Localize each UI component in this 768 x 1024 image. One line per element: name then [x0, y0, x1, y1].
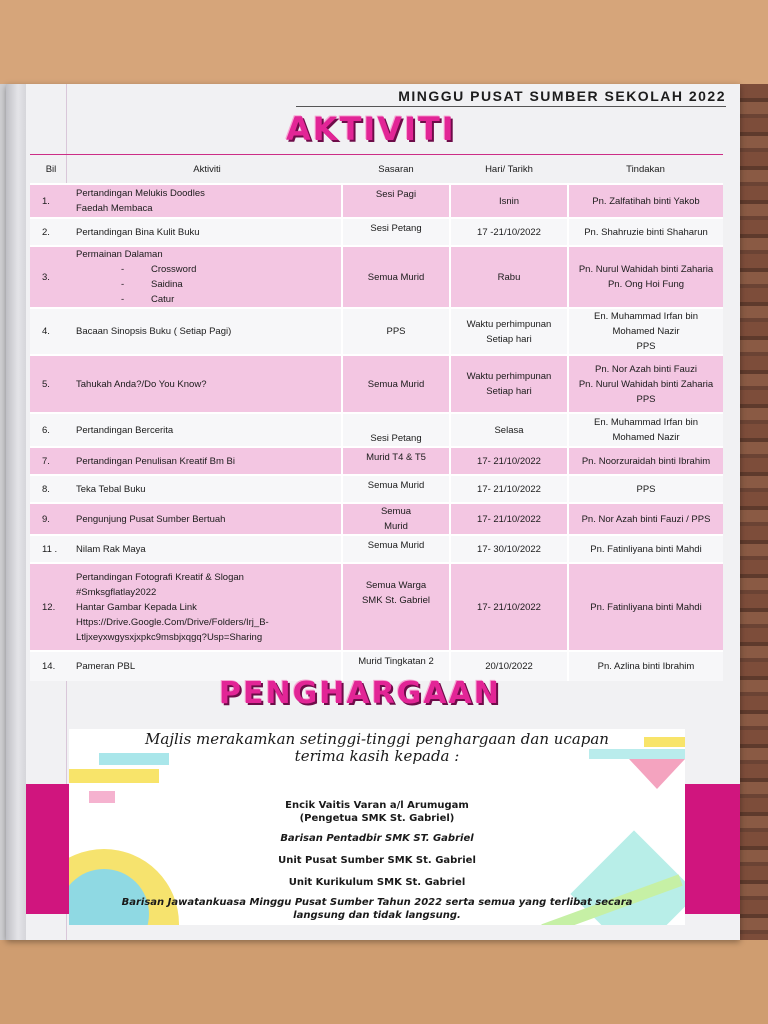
- cell-line: Hantar Gambar Kepada Link: [76, 601, 197, 613]
- cell-hari: Isnin: [450, 184, 568, 218]
- closing-line: Barisan Jawatankuasa Minggu Pusat Sumber Tahun 2022 serta semua yang terlibat secara: [121, 897, 633, 908]
- column-header-bil: Bil: [30, 155, 72, 185]
- cell-line: #Smksgflatlay2022: [76, 586, 157, 598]
- cell-sasaran: Semua Murid: [342, 475, 450, 503]
- cell-hari: 17- 21/10/2022: [450, 475, 568, 503]
- cell-line: Https://Drive.Google.Com/Drive/Folders/Irj_B-: [76, 616, 269, 628]
- cell-line: Semua Warga: [365, 580, 427, 591]
- cell-line: Ltljxeyxwgysxjxpkc9msbjxqgq?Usp=Sharing: [76, 631, 263, 643]
- table-row-4: [30, 308, 723, 355]
- cell-aktiviti: Pertandingan Bina Kulit Buku: [72, 218, 342, 246]
- background-top: [0, 0, 768, 84]
- cell-line: PPS: [636, 393, 656, 405]
- cell-line: Setiap hari: [486, 333, 532, 345]
- cell-bil: 1.: [30, 184, 72, 218]
- cell-aktiviti: Pameran PBL: [72, 651, 342, 681]
- cell-line: En. Muhammad Irfan bin: [593, 417, 699, 428]
- cell-line: Pertandingan Melukis Doodles: [76, 188, 205, 199]
- binding-strip: [6, 84, 26, 940]
- cell-line: PPS: [636, 341, 656, 352]
- column-header-tindakan: Tindakan: [568, 155, 723, 185]
- cell-line: Pertandingan Fotografi Kreatif & Slogan: [76, 571, 244, 583]
- cell-hari: [450, 308, 568, 355]
- cell-tindakan: Pn. Zalfatihah binti Yakob: [568, 184, 723, 218]
- cell-hari: 17- 30/10/2022: [450, 535, 568, 563]
- cell-hari: 17- 21/10/2022: [450, 447, 568, 475]
- cell-line: Pn. Nor Azah binti Fauzi: [595, 363, 697, 375]
- cell-tindakan: [568, 413, 723, 447]
- cell-line: Setiap hari: [486, 386, 532, 397]
- cell-sasaran: PPS: [342, 308, 450, 355]
- cell-hari: 20/10/2022: [450, 651, 568, 681]
- section-title-aktiviti: AKTIVITI: [286, 110, 456, 148]
- cell-sasaran: Semua Murid: [342, 355, 450, 413]
- appreciation-line-1: Barisan Pentadbir SMK ST. Gabriel: [280, 833, 474, 844]
- cell-line: Permainan Dalaman: [76, 249, 163, 260]
- table-row-11: [30, 535, 723, 563]
- cell-bil: 6.: [30, 413, 72, 447]
- cell-aktiviti: Tahukah Anda?/Do You Know?: [72, 355, 342, 413]
- cell-line: Mohamed Nazir: [612, 326, 680, 337]
- cell-aktiviti: Teka Tebal Buku: [72, 475, 342, 503]
- cell-line: Murid: [384, 521, 408, 532]
- cell-sasaran: [342, 503, 450, 535]
- cell-tindakan: PPS: [568, 475, 723, 503]
- cell-aktiviti: Pertandingan Penulisan Kreatif Bm Bi: [72, 447, 342, 475]
- appreciation-name: Encik Vaitis Varan a/l Arumugam: [285, 800, 469, 811]
- cell-tindakan: [568, 246, 723, 308]
- cell-bil: 3.: [30, 246, 72, 308]
- table-row-8: [30, 475, 723, 503]
- table-row-1: [30, 184, 723, 218]
- deco-yellow-bar: [69, 769, 159, 783]
- cell-tindakan: [568, 308, 723, 355]
- cell-sasaran: Semua Murid: [342, 246, 450, 308]
- cell-aktiviti: [72, 246, 342, 308]
- appreciation-line-3: Unit Kurikulum SMK St. Gabriel: [288, 877, 466, 888]
- cell-bil: 2.: [30, 218, 72, 246]
- cell-line: Faedah Membaca: [76, 203, 153, 214]
- sub-dash: -: [121, 279, 125, 290]
- cell-line: Semua: [380, 506, 412, 517]
- background-bottom: [0, 940, 768, 1024]
- activity-table: [30, 154, 723, 681]
- cell-tindakan: Pn. Noorzuraidah binti Ibrahim: [568, 447, 723, 475]
- document-page: [6, 84, 740, 940]
- cell-aktiviti: Pertandingan Bercerita: [72, 413, 342, 447]
- cell-hari: Rabu: [450, 246, 568, 308]
- cell-tindakan: [568, 355, 723, 413]
- cell-line: Pn. Ong Hoi Fung: [607, 279, 685, 290]
- cell-aktiviti: Pengunjung Pusat Sumber Bertuah: [72, 503, 342, 535]
- closing-line: langsung dan tidak langsung.: [293, 910, 461, 921]
- cell-hari: [450, 355, 568, 413]
- sub-item: [76, 262, 337, 277]
- cell-sasaran: Semua Murid: [342, 535, 450, 563]
- cell-bil: 11 .: [30, 535, 72, 563]
- sub-dash: -: [121, 264, 125, 275]
- cell-sasaran: Sesi Petang: [342, 218, 450, 246]
- cell-sasaran: [342, 563, 450, 651]
- cell-line: Pn. Nurul Wahidah binti Zaharia: [578, 264, 714, 275]
- column-header-aktiviti: Aktiviti: [72, 155, 342, 185]
- cell-tindakan: Pn. Fatinliyana binti Mahdi: [568, 563, 723, 651]
- sub-item: [76, 277, 337, 292]
- cell-tindakan: Pn. Fatinliyana binti Mahdi: [568, 535, 723, 563]
- page-header: MINGGU PUSAT SUMBER SEKOLAH 2022: [398, 88, 726, 104]
- table-row-7: [30, 447, 723, 475]
- intro-line: terima kasih kepada :: [294, 747, 460, 765]
- sub-item: [76, 292, 337, 307]
- table-row-6: [30, 413, 723, 447]
- appreciation-role: (Pengetua SMK St. Gabriel): [299, 813, 455, 824]
- cell-aktiviti: Nilam Rak Maya: [72, 535, 342, 563]
- column-header-hari: Hari/ Tarikh: [450, 155, 568, 185]
- sub-dash: -: [121, 294, 125, 305]
- section-title-penghargaan: PENGHARGAAN: [219, 676, 501, 711]
- cell-line: Waktu perhimpunan: [466, 371, 552, 382]
- cell-line: Pn. Nurul Wahidah binti Zaharia: [578, 378, 714, 390]
- table-row-5: [30, 355, 723, 413]
- cell-bil: 4.: [30, 308, 72, 355]
- sub-text: Saidina: [151, 279, 183, 290]
- cell-aktiviti: [72, 563, 342, 651]
- table-row-12: [30, 563, 723, 651]
- background-brick: [740, 84, 768, 940]
- cell-sasaran: Murid T4 & T5: [342, 447, 450, 475]
- cell-bil: 9.: [30, 503, 72, 535]
- sub-text: Catur: [151, 294, 175, 305]
- cell-aktiviti: Bacaan Sinopsis Buku ( Setiap Pagi): [72, 308, 342, 355]
- cell-tindakan: Pn. Azlina binti Ibrahim: [568, 651, 723, 681]
- cell-sasaran: Murid Tingkatan 2: [342, 651, 450, 681]
- cell-bil: 5.: [30, 355, 72, 413]
- appreciation-card: [69, 729, 685, 925]
- appreciation-closing: [69, 896, 685, 922]
- cell-tindakan: Pn. Nor Azah binti Fauzi / PPS: [568, 503, 723, 535]
- cell-line: Mohamed Nazir: [612, 432, 680, 443]
- appreciation-intro: [69, 731, 685, 765]
- column-header-sasaran: Sasaran: [342, 155, 450, 185]
- table-header-row: [30, 155, 723, 185]
- cell-hari: 17- 21/10/2022: [450, 503, 568, 535]
- cell-bil: 7.: [30, 447, 72, 475]
- table-row-2: [30, 218, 723, 246]
- appreciation-line-2: Unit Pusat Sumber SMK St. Gabriel: [278, 855, 476, 866]
- header-rule: [296, 106, 726, 107]
- cell-hari: 17 -21/10/2022: [450, 218, 568, 246]
- table-row-9: [30, 503, 723, 535]
- cell-hari: 17- 21/10/2022: [450, 563, 568, 651]
- cell-sasaran: Sesi Petang: [342, 413, 450, 447]
- cell-line: SMK St. Gabriel: [361, 595, 431, 606]
- intro-line: Majlis merakamkan setinggi-tinggi penghargaan dan ucapan: [145, 730, 609, 748]
- cell-bil: 8.: [30, 475, 72, 503]
- cell-aktiviti: [72, 184, 342, 218]
- cell-hari: Selasa: [450, 413, 568, 447]
- cell-line: Waktu perhimpunan: [466, 318, 552, 330]
- table-row-3: [30, 246, 723, 308]
- cell-bil: 14.: [30, 651, 72, 681]
- cell-tindakan: Pn. Shahruzie binti Shaharun: [568, 218, 723, 246]
- sub-text: Crossword: [151, 264, 197, 275]
- cell-sasaran: Sesi Pagi: [342, 184, 450, 218]
- cell-line: En. Muhammad Irfan bin: [593, 311, 699, 322]
- cell-bil: 12.: [30, 563, 72, 651]
